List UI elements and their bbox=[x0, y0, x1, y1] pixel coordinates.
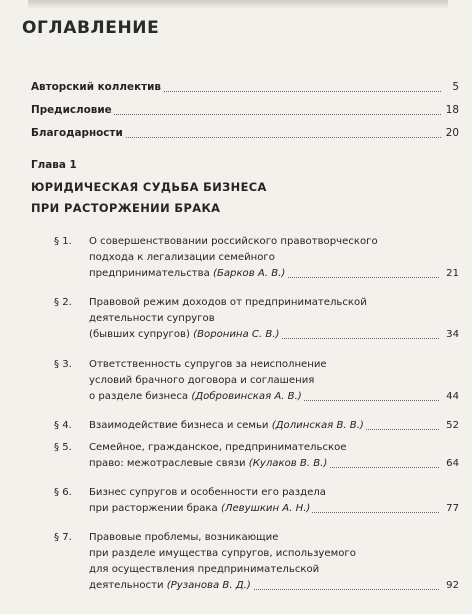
section-number: § 7. bbox=[54, 532, 72, 543]
section-number: § 5. bbox=[54, 442, 72, 453]
section-number: § 3. bbox=[54, 359, 72, 370]
section-author: (Рузанова В. Д.) bbox=[166, 580, 251, 591]
section-title-line: право: межотраслевые связи bbox=[89, 458, 246, 469]
chapter-title-line: ЮРИДИЧЕСКАЯ СУДЬБА БИЗНЕСА bbox=[31, 180, 267, 194]
section-page: 92 bbox=[444, 578, 459, 594]
section-title-line: подхода к легализации семейного bbox=[89, 252, 275, 263]
section-author: (Добровинская А. В.) bbox=[191, 391, 302, 402]
chapter-label: Глава 1 bbox=[31, 159, 77, 171]
section-page: 77 bbox=[444, 501, 459, 517]
toc-entry-label: Авторский коллектив bbox=[31, 81, 161, 93]
previous-page-edge bbox=[28, 0, 448, 9]
toc-section-3[interactable] bbox=[54, 357, 459, 405]
toc-section-1[interactable] bbox=[54, 234, 459, 282]
toc-entry-label: Предисловие bbox=[31, 104, 112, 116]
section-author: (Воронина С. В.) bbox=[193, 329, 280, 340]
section-page: 64 bbox=[444, 456, 459, 472]
toc-entry-front-2[interactable] bbox=[31, 104, 459, 120]
toc-section-4[interactable] bbox=[54, 418, 459, 434]
section-title-line: о разделе бизнеса bbox=[89, 391, 189, 402]
section-page: 34 bbox=[444, 327, 459, 343]
section-page: 52 bbox=[444, 418, 459, 434]
section-author: (Левушкин А. Н.) bbox=[220, 503, 311, 514]
section-title-line: (бывших супругов) bbox=[89, 329, 190, 340]
section-number: § 1. bbox=[54, 236, 72, 247]
toc-section-5[interactable] bbox=[54, 440, 459, 472]
section-title-line: Правовой режим доходов от предпринимательской bbox=[89, 297, 367, 308]
section-title-line: О совершенствовании российского правотворческого bbox=[89, 236, 378, 247]
section-author: (Барков А. В.) bbox=[213, 268, 286, 279]
chapter-title-line: ПРИ РАСТОРЖЕНИИ БРАКА bbox=[31, 201, 221, 215]
section-number: § 2. bbox=[54, 297, 72, 308]
section-title-line: при разделе имущества супругов, используемого bbox=[89, 548, 356, 559]
toc-entry-page: 5 bbox=[452, 81, 459, 93]
section-title-line: при расторжении брака bbox=[89, 503, 218, 514]
section-title-line: деятельности супругов bbox=[89, 313, 215, 324]
section-title-line: Семейное, гражданское, предпринимательское bbox=[89, 442, 347, 453]
page-title: ОГЛАВЛЕНИЕ bbox=[22, 18, 160, 38]
toc-entry-page: 18 bbox=[445, 104, 459, 116]
toc-entry-page: 20 bbox=[445, 127, 459, 139]
section-title-line: Взаимодействие бизнеса и семьи bbox=[89, 420, 269, 431]
section-title-line: для осуществления предпринимательской bbox=[89, 564, 320, 575]
section-title-line: Ответственность супругов за неисполнение bbox=[89, 359, 327, 370]
toc-entry-front-1[interactable] bbox=[31, 81, 459, 97]
section-title-line: деятельности bbox=[89, 580, 164, 591]
section-page: 21 bbox=[444, 266, 459, 282]
section-page: 44 bbox=[444, 389, 459, 405]
section-number: § 4. bbox=[54, 420, 72, 431]
chapter-title bbox=[31, 177, 267, 219]
toc-section-6[interactable] bbox=[54, 485, 459, 517]
toc-entry-label: Благодарности bbox=[31, 127, 123, 139]
toc-section-2[interactable] bbox=[54, 295, 459, 343]
section-number: § 6. bbox=[54, 487, 72, 498]
section-title-line: Бизнес супругов и особенности его раздела bbox=[89, 487, 326, 498]
section-title-line: предпринимательства bbox=[89, 268, 210, 279]
section-author: (Долинская В. В.) bbox=[271, 420, 364, 431]
section-author: (Кулаков В. В.) bbox=[248, 458, 328, 469]
toc-section-7[interactable] bbox=[54, 530, 459, 594]
section-title-line: Правовые проблемы, возникающие bbox=[89, 532, 279, 543]
toc-entry-front-3[interactable] bbox=[31, 127, 459, 143]
section-title-line: условий брачного договора и соглашения bbox=[89, 375, 315, 386]
